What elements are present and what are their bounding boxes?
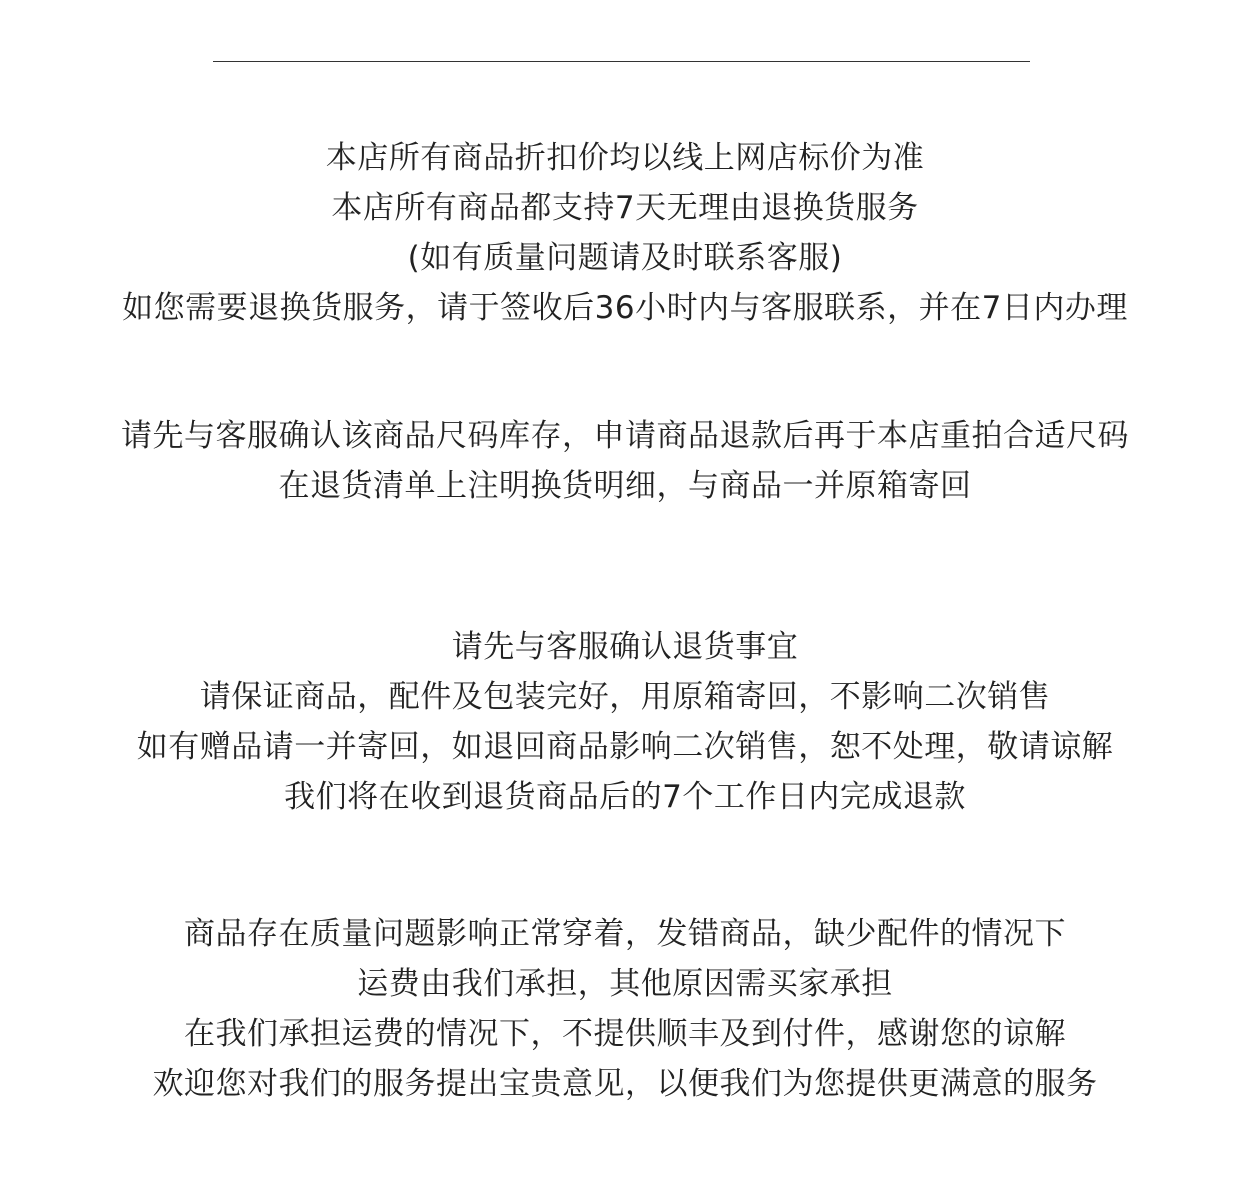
return-policy-section — [0, 622, 1250, 822]
price-and-return-policy-section — [0, 133, 1250, 333]
policy-line: 商品存在质量问题影响正常穿着，发错商品，缺少配件的情况下 — [184, 916, 1066, 952]
policy-line: 运费由我们承担，其他原因需买家承担 — [357, 966, 893, 1002]
policy-line: 在退货清单上注明换货明细，与商品一并原箱寄回 — [278, 468, 972, 504]
policy-line: 本店所有商品都支持7天无理由退换货服务 — [331, 190, 919, 226]
shipping-fee-policy-section — [0, 909, 1250, 1109]
policy-line: (如有质量问题请及时联系客服) — [407, 240, 843, 276]
exchange-policy-section — [0, 411, 1250, 511]
policy-line: 欢迎您对我们的服务提出宝贵意见，以便我们为您提供更满意的服务 — [152, 1066, 1098, 1102]
policy-line: 在我们承担运费的情况下，不提供顺丰及到付件，感谢您的谅解 — [184, 1016, 1066, 1052]
policy-line: 请先与客服确认该商品尺码库存，申请商品退款后再于本店重拍合适尺码 — [121, 418, 1129, 454]
policy-line: 请保证商品，配件及包装完好，用原箱寄回，不影响二次销售 — [199, 679, 1051, 715]
policy-line: 我们将在收到退货商品后的7个工作日内完成退款 — [284, 779, 966, 815]
policy-line: 如您需要退换货服务，请于签收后36小时内与客服联系，并在7日内办理 — [122, 290, 1128, 326]
policy-line: 如有赠品请一并寄回，如退回商品影响二次销售，恕不处理，敬请谅解 — [136, 729, 1114, 765]
top-divider — [213, 61, 1030, 62]
policy-line: 请先与客服确认退货事宜 — [451, 629, 799, 665]
policy-line: 本店所有商品折扣价均以线上网店标价为准 — [325, 140, 925, 176]
